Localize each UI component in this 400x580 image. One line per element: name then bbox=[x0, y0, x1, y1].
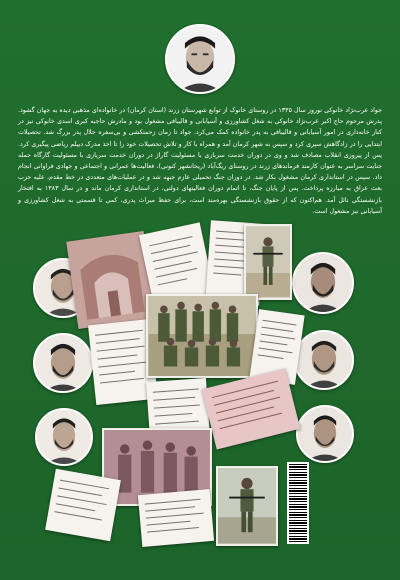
photo-soldier-with-rifle-top bbox=[244, 224, 292, 300]
portrait-left-3 bbox=[35, 408, 93, 466]
portrait-right-1 bbox=[292, 252, 354, 314]
portrait-top bbox=[165, 24, 235, 94]
document-handwritten-3 bbox=[45, 469, 121, 542]
barcode-bars bbox=[289, 464, 307, 542]
soldier-rifle-bottom-image bbox=[218, 468, 276, 544]
portrait-right-1-image bbox=[294, 254, 352, 312]
document-handwritten-4 bbox=[138, 489, 214, 547]
soldier-rifle-image bbox=[246, 226, 290, 298]
isbn-barcode bbox=[287, 462, 309, 544]
portrait-right-3-image bbox=[298, 407, 352, 461]
portrait-left-3-image bbox=[37, 410, 91, 464]
group-soldiers-image bbox=[148, 296, 256, 376]
photo-soldier-with-rifle-bottom bbox=[216, 466, 278, 546]
portrait-right-3 bbox=[296, 405, 354, 463]
portrait-top-image bbox=[167, 26, 233, 92]
photo-group-of-soldiers bbox=[146, 294, 258, 378]
portrait-right-2-image bbox=[296, 332, 352, 388]
portrait-right-2 bbox=[294, 330, 354, 390]
portrait-left-2-image bbox=[35, 335, 91, 391]
document-letter-pink bbox=[202, 369, 300, 450]
portrait-left-2 bbox=[33, 333, 93, 393]
biography-text: جواد عرب‌نژاد خانوکی نوروز سال ۱۳۳۵ در روستای خانوک از توابع شهرستان زرند (استان کرمان) در خانواده‌ای مذهبی دیده به جهان گشود. پدرش مرحوم حاج اکبر عرب‌نژاد خانوکی به شغل کشاورزی و آسیابانی و قالیبافی مشغول بود و مادرش حاجیه کبری اسدی خانوکی نیز در کنار خانه‌داری در امور آسیابانی و قالیبافی به پدر خانواده کمک می‌کرد. جواد تا زمان زحمتکشی و بی‌سفره حلال پدر بزرگ شد. تحصیلات ابتدایی را در زادگاهش سپری کرد و سپس به شهر کرمان آمد و همراه با کار و تلاش تحصیلات خود را تا اخذ مدرک دیپلم ریاضی پیگیری کرد. پس از پیروزی انقلاب مصادف شد و وی در دوران خدمت سربازی با مسئولیت گاراژ در دوران خدمت سربازی با مسئولیت گارگاه حمله جنایت سراسر به عنوان کارمند فرماندهای زرند در روستای ریگ‌آباد (ریحانشهر کنونی)، فعالیت‌ها عمرانی و اجتماعی و جهادی فراوانی انجام داد. سپس در استانداری کرمان مشغول بکار شد. در دوران جنگ تحمیلی عازم جبهه شد و در عملیات‌های متعددی در خط مقدم، علیه حزب بعث عراق به مبارزه پرداخت. پس از پایان جنگ، تا اتمام دوران فعالیتهای دولتی، در استانداری کرمان ماند و در سال ۱۳۸۳ به افتخار بازنشستگی نائل آمد. هم‌اکنون که از حقوق بازنشستگی بهره‌مند است، برای حفظ میراث پدری، کمی تا قسمتی به شغل کشاورزی و آسیابانی نیز مشغول است. bbox=[18, 107, 383, 215]
